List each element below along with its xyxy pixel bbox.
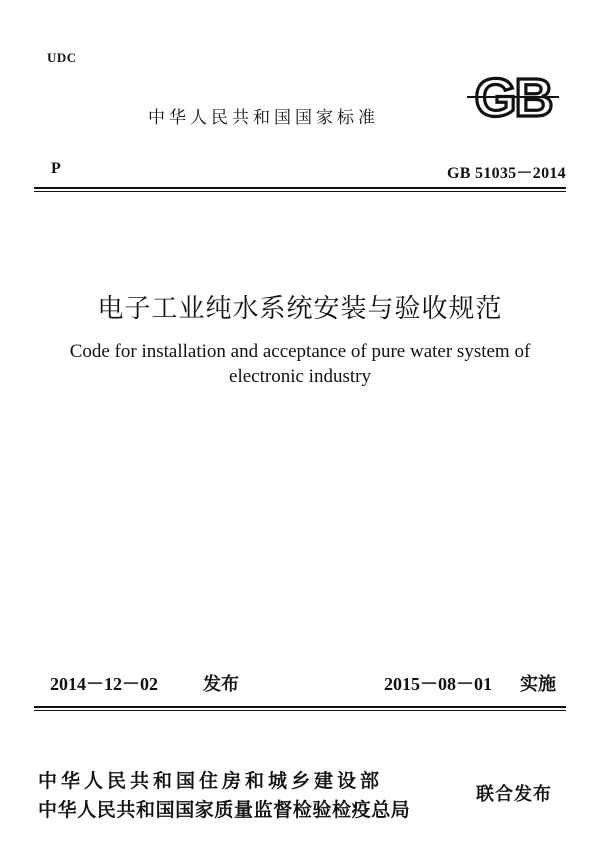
- title-chinese: 电子工业纯水系统安装与验收规范: [97, 294, 503, 324]
- bottom-divider: [34, 706, 566, 708]
- implementation-date: 2015－08－01: [384, 674, 492, 694]
- standard-number: GB 51035－2014: [446, 165, 566, 182]
- issue-date: 2014－12－02: [50, 674, 158, 694]
- category-code: P: [51, 160, 61, 177]
- publisher-line1: 中华人民共和国住房和城乡建设部: [38, 770, 384, 792]
- joint-issue-label: 联合发布: [476, 784, 552, 805]
- gb-logo: [461, 70, 565, 124]
- top-divider: [34, 187, 566, 189]
- standard-name: 中华人民共和国国家标准: [148, 108, 379, 128]
- publisher-line2: 中华人民共和国国家质量监督检验检疫总局: [38, 799, 411, 821]
- implementation-label: 实施: [520, 674, 556, 695]
- title-english-line2: electronic industry: [229, 366, 371, 387]
- issue-label: 发布: [203, 674, 239, 695]
- top-divider-thin: [34, 191, 566, 192]
- title-english-line1: Code for installation and acceptance of pure water system of: [69, 341, 531, 362]
- bottom-divider-thin: [34, 710, 566, 711]
- gb-logo-text: GB: [474, 70, 552, 124]
- udc-label: UDC: [47, 50, 77, 65]
